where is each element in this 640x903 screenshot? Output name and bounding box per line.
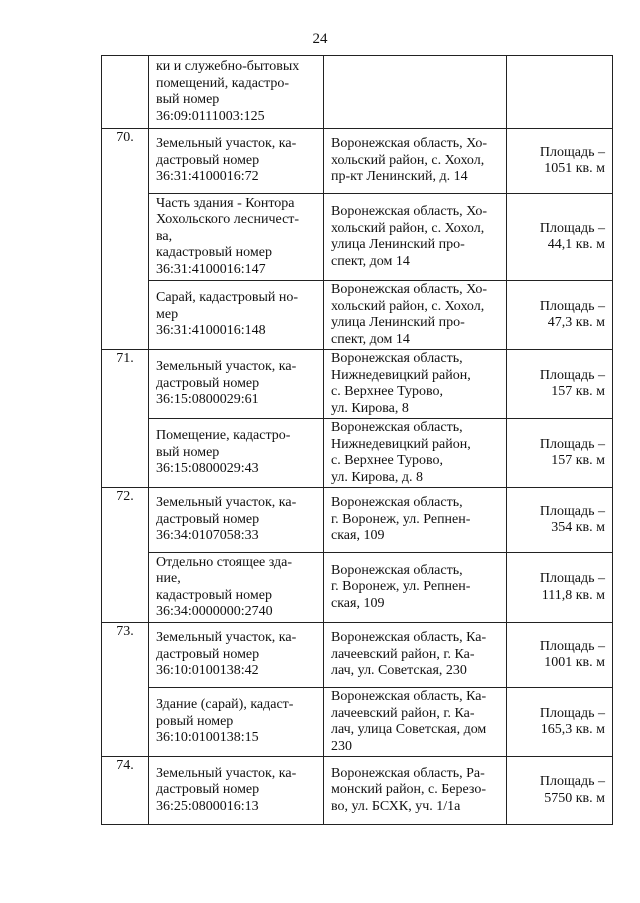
- area-cell: Площадь – 5750 кв. м: [507, 757, 613, 825]
- area-cell: Площадь – 44,1 кв. м: [507, 194, 613, 281]
- area-cell: Площадь – 1001 кв. м: [507, 623, 613, 688]
- page-number: 24: [312, 31, 328, 47]
- address-cell: Воронежская область, Ка- лачеевский район, г. Ка- лач, ул. Советская, 230: [324, 623, 507, 688]
- area-cell: Площадь – 165,3 кв. м: [507, 688, 613, 757]
- table-row: [102, 56, 613, 129]
- area-cell: Площадь – 1051 кв. м: [507, 129, 613, 194]
- area-cell: Площадь – 354 кв. м: [507, 488, 613, 553]
- item-number: 74.: [102, 757, 149, 825]
- table-row: [102, 488, 613, 553]
- item-number: 73.: [102, 623, 149, 757]
- object-name-cell: Земельный участок, ка- дастровый номер 36:31:4100016:72: [149, 129, 324, 194]
- item-number: 70.: [102, 129, 149, 350]
- table-row: [102, 623, 613, 688]
- object-name-cell: Земельный участок, ка- дастровый номер 36:34:0107058:33: [149, 488, 324, 553]
- object-name-cell: Здание (сарай), кадаст- ровый номер 36:10:0100138:15: [149, 688, 324, 757]
- address-cell: Воронежская область, Нижнедевицкий район, с. Верхнее Турово, ул. Кирова, д. 8: [324, 419, 507, 488]
- property-table: [101, 55, 613, 825]
- object-name-cell: Земельный участок, ка- дастровый номер 36:10:0100138:42: [149, 623, 324, 688]
- table-row: [102, 757, 613, 825]
- item-number: 71.: [102, 350, 149, 488]
- address-cell: Воронежская область, Ра- монский район, с. Березо- во, ул. БСХК, уч. 1/1а: [324, 757, 507, 825]
- table-row: [102, 419, 613, 488]
- table-row: [102, 688, 613, 757]
- address-cell: Воронежская область, г. Воронеж, ул. Репнен- ская, 109: [324, 488, 507, 553]
- address-cell: Воронежская область, Хо- хольский район, с. Хохол, пр-кт Ленинский, д. 14: [324, 129, 507, 194]
- address-cell: Воронежская область, г. Воронеж, ул. Репнен- ская, 109: [324, 553, 507, 623]
- item-number: [102, 56, 149, 129]
- address-cell: [324, 56, 507, 129]
- area-cell: Площадь – 111,8 кв. м: [507, 553, 613, 623]
- area-cell: Площадь – 157 кв. м: [507, 350, 613, 419]
- object-name-cell: Часть здания - Контора Хохольского лесничест- ва, кадастровый номер 36:31:4100016:147: [149, 194, 324, 281]
- object-name-cell: Помещение, кадастро- вый номер 36:15:0800029:43: [149, 419, 324, 488]
- object-name-cell: Земельный участок, ка- дастровый номер 36:15:0800029:61: [149, 350, 324, 419]
- item-number: 72.: [102, 488, 149, 623]
- area-cell: [507, 56, 613, 129]
- area-cell: Площадь – 47,3 кв. м: [507, 281, 613, 350]
- object-name-cell: Сарай, кадастровый но- мер 36:31:4100016:148: [149, 281, 324, 350]
- address-cell: Воронежская область, Нижнедевицкий район, с. Верхнее Турово, ул. Кирова, 8: [324, 350, 507, 419]
- table-row: [102, 194, 613, 281]
- address-cell: Воронежская область, Хо- хольский район, с. Хохол, улица Ленинский про- спект, дом 14: [324, 281, 507, 350]
- object-name-cell: Отдельно стоящее зда- ние, кадастровый номер 36:34:0000000:2740: [149, 553, 324, 623]
- address-cell: Воронежская область, Ка- лачеевский район, г. Ка- лач, улица Советская, дом 230: [324, 688, 507, 757]
- area-cell: Площадь – 157 кв. м: [507, 419, 613, 488]
- table-row: [102, 350, 613, 419]
- table-row: [102, 281, 613, 350]
- address-cell: Воронежская область, Хо- хольский район, с. Хохол, улица Ленинский про- спект, дом 14: [324, 194, 507, 281]
- table-row: [102, 553, 613, 623]
- table-row: [102, 129, 613, 194]
- object-name-cell: ки и служебно-бытовых помещений, кадастро- вый номер 36:09:0111003:125: [149, 56, 324, 129]
- object-name-cell: Земельный участок, ка- дастровый номер 36:25:0800016:13: [149, 757, 324, 825]
